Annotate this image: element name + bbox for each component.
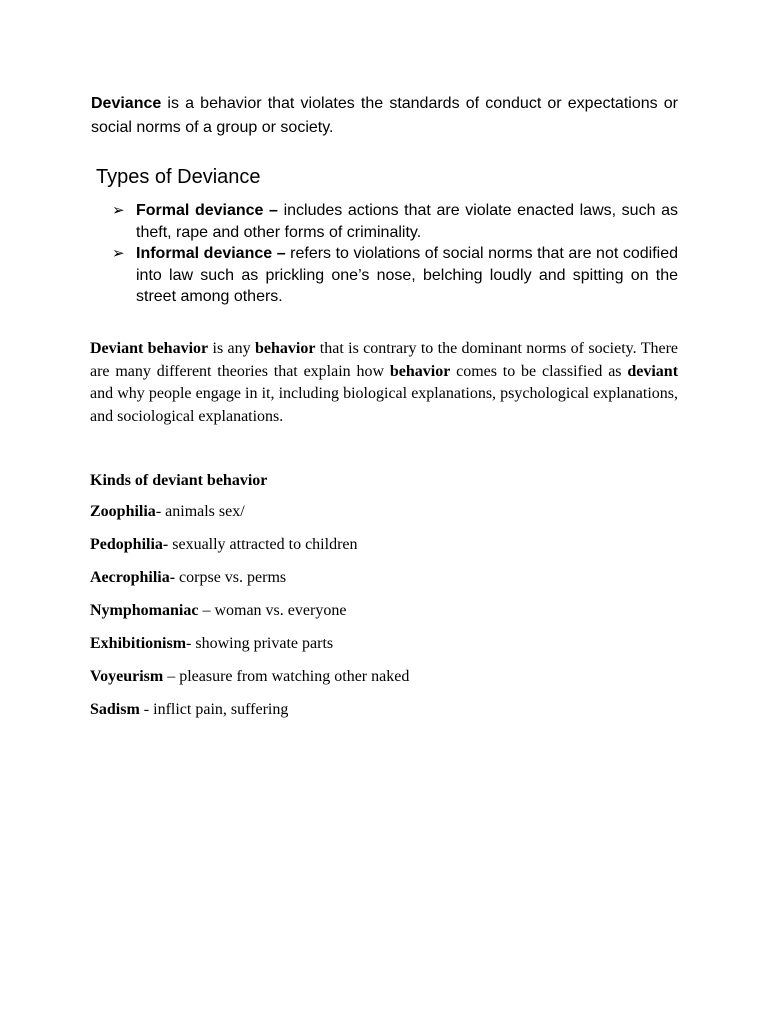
arrow-bullet-icon: ➢ [112, 202, 125, 219]
type-term: Informal deviance – [136, 245, 286, 262]
deviance-definition-text: is a behavior that violates the standards of conduct or expectations or social norms of a group or society. [91, 95, 678, 136]
kind-item [90, 503, 409, 536]
deviance-term: Deviance [91, 95, 162, 112]
kind-item [90, 569, 409, 602]
bold-term: behavior [389, 362, 451, 380]
kind-term: Nymphomaniac [90, 602, 199, 619]
types-list [112, 200, 678, 308]
kind-term: Aecrophilia- [90, 569, 176, 586]
kind-description: - animals sex/ [155, 503, 245, 520]
kind-term: Sadism [90, 701, 140, 718]
kind-item [90, 536, 409, 569]
type-item-formal [112, 200, 678, 243]
kind-term: Zoophilia [90, 503, 156, 520]
bold-term: deviant [627, 362, 679, 380]
kind-item [90, 668, 409, 701]
kind-description: – woman vs. everyone [198, 602, 347, 619]
paragraph-text: that is contrary to the dominant norms of society. There are many different theories that explain how [90, 340, 678, 380]
paragraph-text: and why people engage in it, including biological explanations, psychological explanations, and sociological explanations. [90, 385, 678, 425]
kind-description: – pleasure from watching other naked [163, 668, 410, 685]
paragraph-text: is any [208, 340, 255, 357]
kind-description: - inflict pain, suffering [139, 701, 289, 718]
kind-term: Pedophilia- [90, 536, 169, 553]
types-heading: Types of Deviance [96, 166, 261, 188]
kind-description: sexually attracted to children [168, 536, 358, 553]
kind-description: corpse vs. perms [175, 569, 287, 586]
deviance-definition [91, 92, 678, 140]
kind-description: - showing private parts [186, 635, 334, 652]
kind-term: Exhibitionism [90, 635, 187, 652]
kind-item [90, 701, 409, 734]
kind-term: Voyeurism [90, 668, 164, 685]
kinds-section [90, 470, 409, 734]
arrow-bullet-icon: ➢ [112, 245, 125, 262]
type-term: Formal deviance – [136, 202, 278, 219]
kind-item [90, 602, 409, 635]
paragraph-text: comes to be classified as [450, 362, 628, 380]
kind-item [90, 635, 409, 668]
type-description: refers to violations of social norms that are not codified into law such as prickling one’s nose, belching loudly and spitting on the street among others. [136, 245, 678, 305]
bold-term: behavior [254, 340, 316, 357]
type-item-informal [112, 243, 678, 308]
deviant-behavior-paragraph [90, 338, 678, 428]
bold-term: Deviant behavior [90, 340, 209, 357]
kinds-heading: Kinds of deviant behavior [90, 472, 268, 489]
type-description: includes actions that are violate enacted laws, such as theft, rape and other forms of criminality. [136, 202, 678, 241]
